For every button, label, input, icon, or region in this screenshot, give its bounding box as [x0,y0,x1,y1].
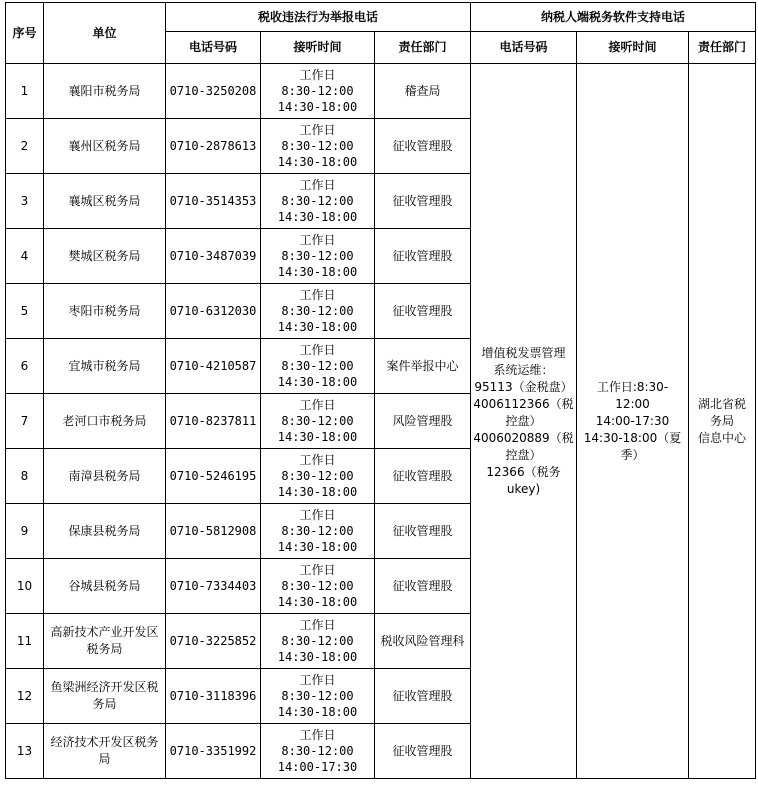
support-line: 95113（金税盘） [474,379,573,394]
row-number: 2 [6,119,44,174]
responsible-dept: 征收管理股 [375,449,471,504]
answer-hours [261,449,375,504]
unit-name: 宜城市税务局 [44,339,166,394]
phone-number: 0710-3118396 [166,669,261,724]
phone-number: 0710-7334403 [166,559,261,614]
answer-hours [261,339,375,394]
hours-line: 8:30-12:00 [281,689,354,703]
phone-number: 0710-3514353 [166,174,261,229]
answer-hours [261,669,375,724]
support-line: 4006020889（税 [473,430,574,445]
row-number: 13 [6,724,44,779]
hours-line: 8:30-12:00 [281,304,354,318]
hours-line: 8:30-12:00 [281,469,354,483]
answer-hours [261,724,375,779]
hours-line: 8:30-12:00 [281,744,354,758]
hours-line: 工作日 [299,673,336,687]
unit-name: 谷城县税务局 [44,559,166,614]
unit-name: 经济技术开发区税务局 [44,724,166,779]
hours-line: 14:30-18:00 [277,595,358,609]
answer-hours [261,504,375,559]
support-line: 14:30-18:00（夏 [583,430,682,445]
row-number: 11 [6,614,44,669]
phone-number: 0710-6312030 [166,284,261,339]
row-number: 4 [6,229,44,284]
responsible-dept: 征收管理股 [375,724,471,779]
support-line: 湖北省税 [697,396,746,411]
hours-line: 工作日 [299,563,336,577]
phone-number: 0710-3225852 [166,614,261,669]
responsible-dept: 案件举报中心 [375,339,471,394]
support-line: 工作日:8:30- [596,379,669,394]
row-number: 7 [6,394,44,449]
hours-line: 14:30-18:00 [277,375,358,389]
hours-line: 工作日 [299,453,336,467]
header-hours: 接听时间 [261,32,375,64]
hours-line: 8:30-12:00 [281,194,354,208]
hours-line: 14:30-18:00 [277,210,358,224]
unit-name: 襄城区税务局 [44,174,166,229]
support-hours-cell [577,64,689,779]
hours-line: 14:30-18:00 [277,320,358,334]
responsible-dept: 征收管理股 [375,119,471,174]
row-number: 5 [6,284,44,339]
answer-hours [261,64,375,119]
hours-line: 8:30-12:00 [281,139,354,153]
hours-line: 工作日 [299,398,336,412]
support-line: 控盘） [505,413,542,428]
row-number: 10 [6,559,44,614]
responsible-dept: 风险管理股 [375,394,471,449]
unit-name: 樊城区税务局 [44,229,166,284]
header-support-dept: 责任部门 [689,32,756,64]
hours-line: 14:30-18:00 [277,100,358,114]
hours-line: 14:30-18:00 [277,155,358,169]
header-seq: 序号 [6,3,44,64]
phone-number: 0710-3487039 [166,229,261,284]
hours-line: 工作日 [299,233,336,247]
answer-hours [261,119,375,174]
hours-line: 工作日 [299,343,336,357]
support-line: 增值税发票管理 [481,345,566,360]
support-line: 12:00 [615,396,650,411]
phone-number: 0710-3351992 [166,724,261,779]
header-support-phone: 电话号码 [471,32,577,64]
header-unit: 单位 [44,3,166,64]
hours-line: 14:30-18:00 [277,430,358,444]
row-number: 8 [6,449,44,504]
support-line: 12366（税务 [486,464,561,479]
phone-number: 0710-5812908 [166,504,261,559]
table-row [6,64,756,119]
responsible-dept: 征收管理股 [375,229,471,284]
row-number: 6 [6,339,44,394]
hours-line: 8:30-12:00 [281,84,354,98]
row-number: 9 [6,504,44,559]
hours-line: 14:30-18:00 [277,540,358,554]
hours-line: 工作日 [299,618,336,632]
phone-number: 0710-8237811 [166,394,261,449]
header-dept: 责任部门 [375,32,471,64]
tax-hotline-table [5,2,756,779]
responsible-dept: 征收管理股 [375,669,471,724]
answer-hours [261,559,375,614]
support-line: 务局 [709,413,734,428]
responsible-dept: 征收管理股 [375,284,471,339]
responsible-dept: 税收风险管理科 [375,614,471,669]
responsible-dept: 稽查局 [375,64,471,119]
unit-name: 高新技术产业开发区税务局 [44,614,166,669]
hours-line: 工作日 [299,123,336,137]
hours-line: 14:30-18:00 [277,705,358,719]
hours-line: 14:30-18:00 [277,485,358,499]
row-number: 1 [6,64,44,119]
phone-number: 0710-5246195 [166,449,261,504]
phone-number: 0710-4210587 [166,339,261,394]
unit-name: 保康县税务局 [44,504,166,559]
answer-hours [261,174,375,229]
row-number: 3 [6,174,44,229]
responsible-dept: 征收管理股 [375,504,471,559]
hours-line: 14:30-18:00 [277,265,358,279]
support-line: 系统运维： [493,362,554,377]
hours-line: 工作日 [299,288,336,302]
unit-name: 鱼梁洲经济开发区税务局 [44,669,166,724]
support-line: 4006112366（税 [473,396,574,411]
hours-line: 8:30-12:00 [281,249,354,263]
hours-line: 14:30-18:00 [277,650,358,664]
support-dept-cell [689,64,756,779]
support-line: 信息中心 [697,430,746,445]
phone-number: 0710-2878613 [166,119,261,174]
unit-name: 老河口市税务局 [44,394,166,449]
unit-name: 枣阳市税务局 [44,284,166,339]
hours-line: 工作日 [299,508,336,522]
hours-line: 14:00-17:30 [277,760,358,774]
unit-name: 襄阳市税务局 [44,64,166,119]
hours-line: 工作日 [299,178,336,192]
hours-line: 工作日 [299,728,336,742]
hours-line: 工作日 [299,68,336,82]
unit-name: 襄州区税务局 [44,119,166,174]
answer-hours [261,284,375,339]
header-phone: 电话号码 [166,32,261,64]
hours-line: 8:30-12:00 [281,524,354,538]
answer-hours [261,229,375,284]
support-line: 14:00-17:30 [595,413,670,428]
header-support-hours: 接听时间 [577,32,689,64]
responsible-dept: 征收管理股 [375,174,471,229]
header-group-report: 税收违法行为举报电话 [166,3,471,32]
unit-name: 南漳县税务局 [44,449,166,504]
support-phone-cell [471,64,577,779]
support-line: 控盘） [505,447,542,462]
row-number: 12 [6,669,44,724]
hours-line: 8:30-12:00 [281,579,354,593]
hours-line: 8:30-12:00 [281,634,354,648]
header-group-software: 纳税人端税务软件支持电话 [471,3,756,32]
hours-line: 8:30-12:00 [281,414,354,428]
responsible-dept: 征收管理股 [375,559,471,614]
support-line: 季） [620,447,645,462]
support-line: ukey) [506,481,541,496]
answer-hours [261,614,375,669]
answer-hours [261,394,375,449]
phone-number: 0710-3250208 [166,64,261,119]
hours-line: 8:30-12:00 [281,359,354,373]
